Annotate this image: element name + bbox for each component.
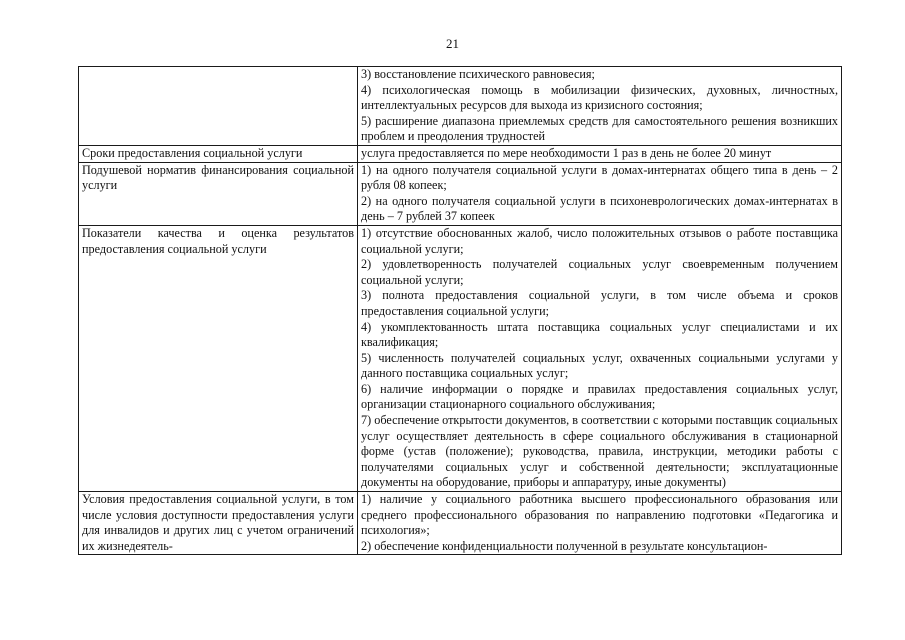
list-item: 1) отсутствие обоснованных жалоб, число положительных отзывов о работе поставщика социальной услуги;	[361, 225, 838, 256]
list-item: 1) на одного получателя социальной услуги в домах-интернатах общего типа в день – 2 рубля 08 копеек;	[361, 162, 838, 193]
row-label: Условия предоставления социальной услуги, в том числе условия доступности предоставления услуги для инвалидов и других лиц с учетом ограничений их жизнедеятель-	[79, 492, 358, 555]
row-label: Сроки предоставления социальной услуги	[79, 145, 358, 162]
list-item: 4) психологическая помощь в мобилизации физических, духовных, личностных, интеллектуальных ресурсов для выхода из кризисного состояния;	[361, 82, 838, 113]
table-row-quality	[79, 225, 842, 491]
list-item: 6) наличие информации о порядке и правилах предоставления социальных услуг, организации стационарного социального обслуживания;	[361, 381, 838, 412]
row-label: Подушевой норматив финансирования социальной услуги	[79, 162, 358, 225]
list-item: 1) наличие у социального работника высшего профессионального образования или среднего профессионального образования по направлению подготовки «Педагогика и психология»;	[361, 492, 838, 538]
row-content	[358, 492, 842, 555]
list-item: 2) на одного получателя социальной услуги в психоневрологических домах-интернатах в день – 7 рублей 37 копеек	[361, 193, 838, 224]
table-row-continuation	[79, 67, 842, 146]
row-label: Показатели качества и оценка результатов предоставления социальной услуги	[79, 225, 358, 491]
services-table	[78, 66, 842, 555]
table-row-funding	[79, 162, 842, 225]
list-item: 5) расширение диапазона приемлемых средств для самостоятельного решения возникших проблем и преодоления трудностей	[361, 113, 838, 144]
row-content	[358, 162, 842, 225]
row-label	[79, 67, 358, 146]
list-item: 3) полнота предоставления социальной услуги, в том числе объема и сроков предоставления социальной услуги;	[361, 288, 838, 318]
row-content	[358, 67, 842, 146]
list-item: 5) численность получателей социальных услуг, охваченных социальными услугами у данного поставщика социальных услуг;	[361, 350, 838, 381]
row-content	[358, 225, 842, 491]
list-item: 2) удовлетворенность получателей социальных услуг своевременным получением социальной услуги;	[361, 257, 838, 287]
list-item: 4) укомплектованность штата поставщика социальных услуг специалистами и их квалификация;	[361, 319, 838, 350]
table-row-terms	[79, 145, 842, 162]
list-item: 7) обеспечение открытости документов, в соответствии с которыми поставщик социальных услуг осуществляет деятельность в сфере социального обслуживания в стационарной форме (устав (положение); руководства, правила, инструкции, методики работы с получателями социальных услуг и собственной деятельности; эксплуатационные документы на оборудование, приборы и аппаратуру, иные документы)	[361, 413, 838, 490]
page-number: 21	[446, 36, 459, 51]
table-row-conditions	[79, 492, 842, 555]
list-item: 3) восстановление психического равновесия;	[361, 67, 595, 81]
row-content	[358, 145, 842, 162]
list-item: 2) обеспечение конфиденциальности полученной в результате консультацион-	[361, 538, 768, 553]
list-item: услуга предоставляется по мере необходимости 1 раз в день не более 20 минут	[361, 145, 772, 160]
